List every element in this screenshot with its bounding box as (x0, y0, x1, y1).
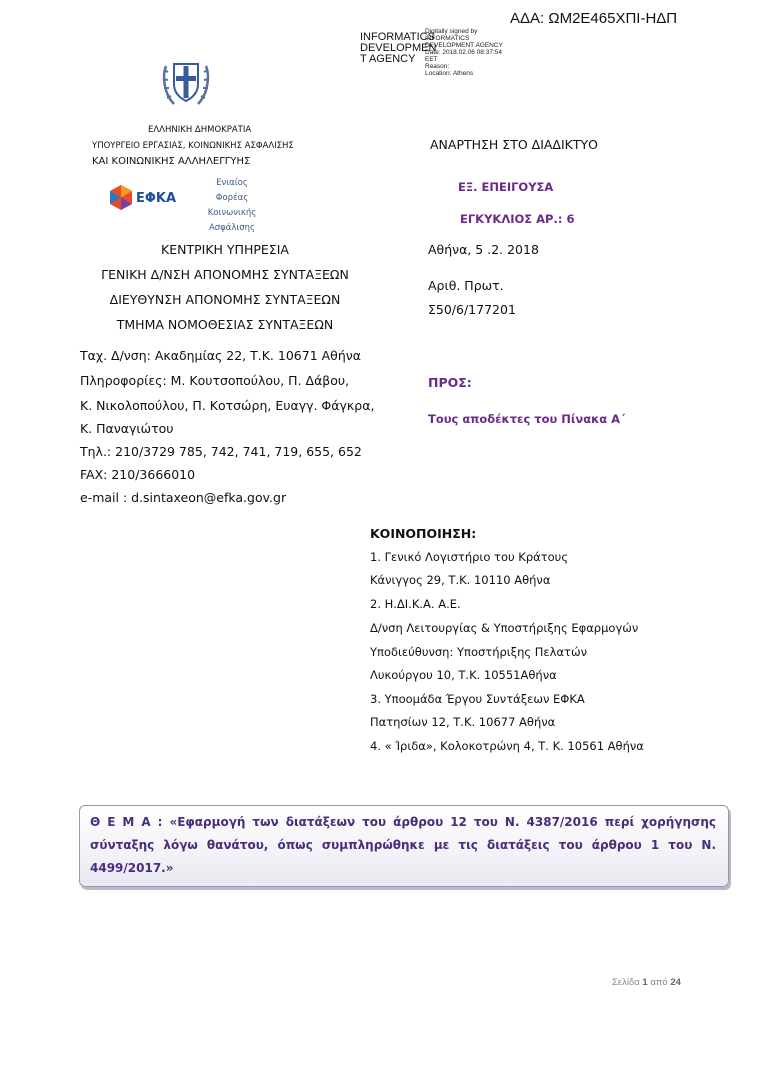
page-word: Σελίδα (612, 977, 640, 988)
recipients-label: ΠΡΟΣ: (428, 375, 472, 390)
notification-line: 1. Γενικό Λογιστήριο του Κράτους (370, 550, 569, 564)
of-word: από (650, 977, 668, 988)
notification-line: 4. « Ίριδα», Κολοκοτρώνη 4, Τ. Κ. 10561 Αθήνα (370, 739, 644, 753)
protocol-label: Αριθ. Πρωτ. (428, 278, 504, 293)
page-number: 1 (642, 977, 648, 988)
contact-info: Κ. Νικολοπούλου, Π. Κοτσώρη, Ευαγγ. Φάγκρα, (80, 398, 375, 413)
ada-code: ΑΔΑ: ΩΜ2Ε465ΧΠΙ-ΗΔΠ (510, 10, 678, 27)
department-line: ΤΜΗΜΑ ΝΟΜΟΘΕΣΙΑΣ ΣΥΝΤΑΞΕΩΝ (116, 317, 334, 332)
notification-line: Πατησίων 12, Τ.Κ. 10677 Αθήνα (370, 715, 556, 729)
notification-line: 3. Υποομάδα Έργου Συντάξεων ΕΦΚΑ (370, 692, 585, 706)
contact-address: Ταχ. Δ/νση: Ακαδημίας 22, Τ.Κ. 10671 Αθήνα (80, 348, 361, 363)
efka-word: Ενιαίος (216, 178, 248, 188)
signature-detail-line: Digitally signed by (425, 28, 478, 35)
protocol-number: Σ50/6/177201 (428, 302, 516, 317)
posting-label: ΑΝΑΡΤΗΣΗ ΣΤΟ ΔΙΑΔΙΚΤΥΟ (430, 137, 598, 152)
notification-line: Λυκούργου 10, Τ.Κ. 10551Αθήνα (370, 668, 557, 682)
signature-detail-line: INFORMATICS (425, 35, 470, 42)
contact-info: Κ. Παναγιώτου (80, 421, 174, 436)
greek-emblem-icon (160, 52, 212, 112)
signature-detail-line: EET (425, 56, 438, 63)
department-line: ΚΕΝΤΡΙΚΗ ΥΠΗΡΕΣΙΑ (161, 242, 289, 257)
department-line: ΔΙΕΥΘΥΝΣΗ ΑΠΟΝΟΜΗΣ ΣΥΝΤΑΞΕΩΝ (109, 292, 341, 307)
notification-label: ΚΟΙΝΟΠΟΙΗΣΗ: (370, 526, 477, 541)
republic-name: ΕΛΛΗΝΙΚΗ ΔΗΜΟΚΡΑΤΙΑ (148, 125, 252, 135)
efka-full-name (202, 176, 262, 236)
signature-detail-line: DEVELOPMENT AGENCY (425, 42, 503, 49)
signature-detail-line: Reason: (425, 63, 450, 70)
signature-agency-line: INFORMATICS (360, 31, 435, 43)
ministry-line-1: ΥΠΟΥΡΓΕΙΟ ΕΡΓΑΣΙΑΣ, ΚΟΙΝΩΝΙΚΗΣ ΑΣΦΑΛΙΣΗΣ (92, 141, 294, 151)
efka-word: Φορέας (215, 193, 249, 203)
signature-agency-line: T AGENCY (360, 53, 416, 65)
signature-detail-line: Date: 2018.02.06 08:37:54 (425, 49, 502, 56)
efka-logo (108, 184, 183, 212)
efka-word: Ασφάλισης (208, 223, 256, 233)
signature-details (425, 28, 503, 77)
contact-info: Πληροφορίες: Μ. Κουτσοπούλου, Π. Δάβου, (80, 373, 350, 388)
ministry-line-2: ΚΑΙ ΚΟΙΝΩΝΙΚΗΣ ΑΛΛΗΛΕΓΓΥΗΣ (92, 156, 251, 167)
notification-line: Υποδιεύθυνση: Υποστήριξης Πελατών (370, 645, 588, 659)
page-total: 24 (670, 977, 681, 988)
recipients-text: Τους αποδέκτες του Πίνακα Α΄ (428, 412, 626, 426)
efka-logo-text: ΕΦΚΑ (136, 191, 177, 206)
contact-phone: Τηλ.: 210/3729 785, 742, 741, 719, 655, 652 (80, 444, 362, 459)
signature-detail-line: Location: Athens (425, 70, 474, 77)
date-line: Αθήνα, 5 .2. 2018 (428, 242, 539, 257)
notification-line: Δ/νση Λειτουργίας & Υποστήριξης Εφαρμογών (370, 621, 639, 635)
subject-text: Θ Ε Μ Α : «Εφαρμογή των διατάξεων του άρθρου 12 του Ν. 4387/2016 περί χορήγησης σύνταξης λόγω θανάτου, όπως συμπληρώθηκε με τις διατάξεις του άρθρου 1 του Ν. 4499/2017.» (90, 815, 716, 875)
efka-hexagon-icon (110, 185, 132, 210)
page-footer (612, 977, 681, 988)
contact-fax: FAX: 210/3666010 (80, 467, 196, 482)
efka-word: Κοινωνικής (207, 208, 257, 218)
department-line: ΓΕΝΙΚΗ Δ/ΝΣΗ ΑΠΟΝΟΜΗΣ ΣΥΝΤΑΞΕΩΝ (101, 267, 349, 282)
circular-number: ΕΓΚΥΚΛΙΟΣ ΑΡ.: 6 (460, 212, 575, 226)
signature-agency-line: DEVELOPMEN (360, 42, 437, 54)
contact-email[interactable]: e-mail : d.sintaxeon@efka.gov.gr (80, 490, 287, 505)
notification-line: 2. Η.ΔΙ.Κ.Α. Α.Ε. (370, 597, 461, 611)
urgency-label: ΕΞ. ΕΠΕΙΓΟΥΣΑ (458, 180, 554, 194)
notification-line: Κάνιγγος 29, Τ.Κ. 10110 Αθήνα (370, 573, 551, 587)
